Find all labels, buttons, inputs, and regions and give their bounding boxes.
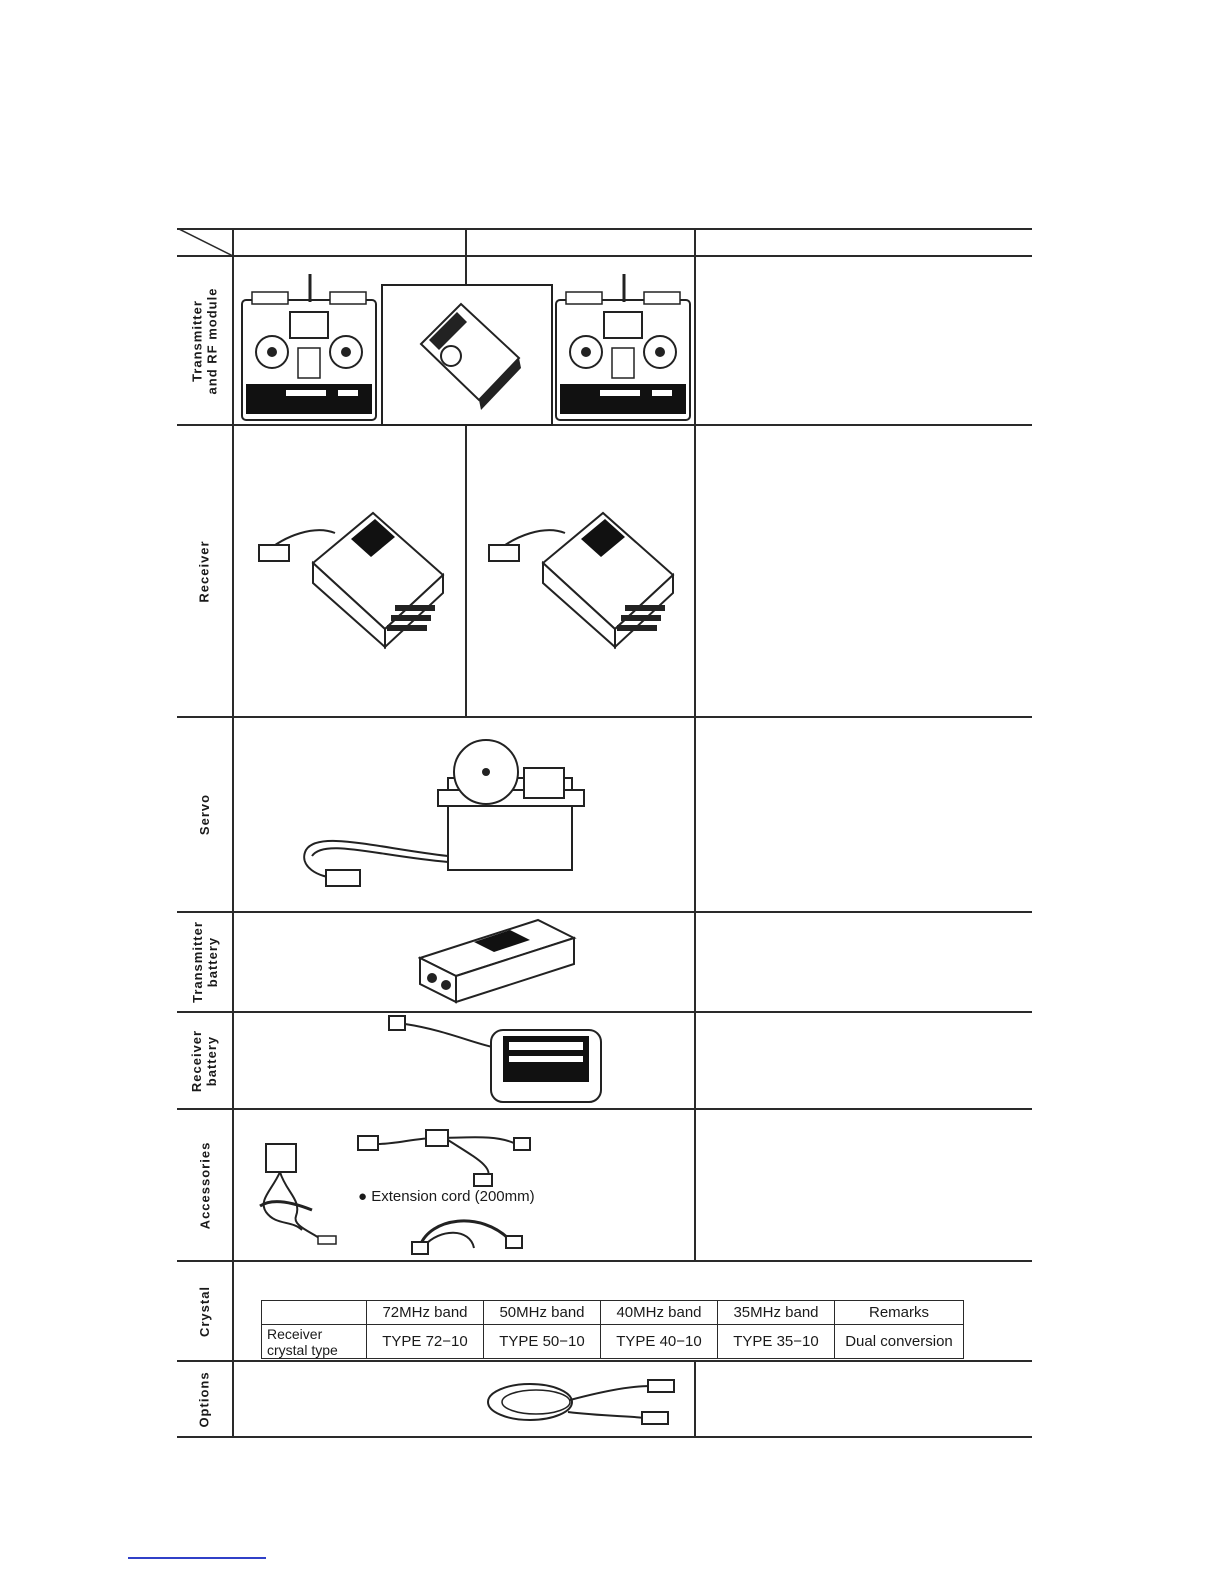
receiver-icon-2 — [485, 505, 685, 655]
battery-pack-icon — [418, 918, 578, 1004]
row-label-accessories: Accessories — [197, 1141, 212, 1229]
table-cell — [262, 1301, 367, 1325]
row-label-servo: Servo — [196, 793, 212, 836]
transmitter-icon-2 — [552, 272, 696, 424]
row-rule-accessories — [177, 1260, 1032, 1262]
row-rule-crystal — [177, 1360, 1032, 1362]
column-rule-a — [465, 228, 467, 284]
table-row — [262, 1325, 964, 1359]
servo-icon — [298, 738, 588, 898]
cable-icon — [480, 1372, 680, 1434]
table-cell: TYPE 40−10 — [601, 1325, 718, 1359]
footer-link-underline[interactable] — [128, 1557, 266, 1559]
transmitter-icon — [238, 272, 382, 424]
row-label-receiver: Receiver — [197, 539, 212, 603]
receiver-icon — [255, 505, 455, 655]
label-column-rule — [232, 228, 234, 1438]
table-cell: Remarks — [835, 1301, 964, 1325]
row-label-transmitter: Transmitter and RF module — [189, 287, 220, 394]
crystal-table — [261, 1300, 964, 1359]
table-cell: 40MHz band — [601, 1301, 718, 1325]
table-cell: 35MHz band — [718, 1301, 835, 1325]
row-rule-rx-battery — [177, 1108, 1032, 1110]
row-label-tx-battery: Transmitter battery — [189, 921, 220, 1003]
row-label-crystal: Crystal — [196, 1285, 212, 1337]
table-cell: TYPE 50−10 — [484, 1325, 601, 1359]
extension-cord-icon — [356, 1128, 536, 1188]
row-rule-receiver — [177, 716, 1032, 718]
table-cell: Dual conversion — [835, 1325, 964, 1359]
column-rule-b2 — [694, 1360, 696, 1438]
charger-icon — [252, 1140, 342, 1250]
row-rule-transmitter — [177, 424, 1032, 426]
row-rule-servo — [177, 911, 1032, 913]
corner-diagonal — [177, 228, 234, 257]
row-label-rx-battery: Receiver battery — [189, 1029, 220, 1092]
power-pack-icon — [385, 1014, 607, 1106]
table-top-rule — [177, 228, 1032, 230]
table-row — [262, 1301, 964, 1325]
table-cell: 72MHz band — [367, 1301, 484, 1325]
row-label-options: Options — [197, 1370, 213, 1428]
column-rule-a2 — [465, 424, 467, 716]
table-bottom-rule — [177, 1436, 1032, 1438]
rf-module-icon — [381, 284, 553, 426]
extension-cord-label: ● Extension cord (200mm) — [358, 1188, 535, 1205]
y-harness-icon — [410, 1208, 530, 1256]
table-cell: 50MHz band — [484, 1301, 601, 1325]
row-rule-tx-battery — [177, 1011, 1032, 1013]
table-cell: TYPE 72−10 — [367, 1325, 484, 1359]
table-cell: TYPE 35−10 — [718, 1325, 835, 1359]
table-row-label: Receiver crystal type — [262, 1325, 367, 1359]
header-row-rule — [177, 255, 1032, 257]
